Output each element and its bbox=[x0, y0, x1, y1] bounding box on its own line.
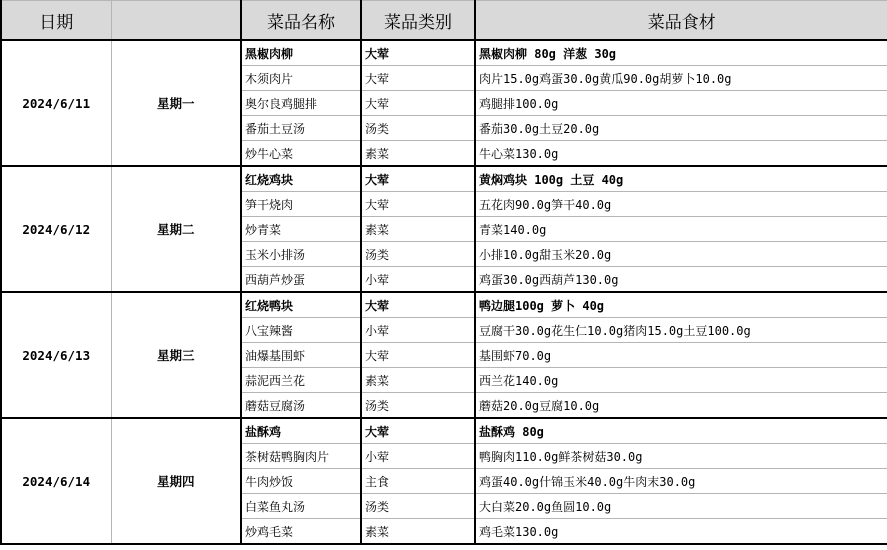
dish-ingredients-cell[interactable]: 黄焖鸡块 100g 土豆 40g bbox=[475, 166, 887, 192]
dish-ingredients-cell[interactable]: 鸡毛菜130.0g bbox=[475, 519, 887, 545]
dish-category-cell[interactable]: 素菜 bbox=[361, 141, 475, 167]
dish-ingredients-cell[interactable]: 大白菜20.0g鱼圆10.0g bbox=[475, 494, 887, 519]
header-dish-ingredients[interactable]: 菜品食材 bbox=[475, 1, 887, 41]
dish-name-cell[interactable]: 炒鸡毛菜 bbox=[241, 519, 361, 545]
dish-name-cell[interactable]: 红烧鸭块 bbox=[241, 292, 361, 318]
dish-ingredients-cell[interactable]: 鸡腿排100.0g bbox=[475, 91, 887, 116]
dish-category-cell[interactable]: 汤类 bbox=[361, 494, 475, 519]
dish-name-cell[interactable]: 白菜鱼丸汤 bbox=[241, 494, 361, 519]
dish-name-cell[interactable]: 蘑菇豆腐汤 bbox=[241, 393, 361, 419]
dish-ingredients-cell[interactable]: 鸭胸肉110.0g鲜茶树菇30.0g bbox=[475, 444, 887, 469]
dish-category-cell[interactable]: 大荤 bbox=[361, 292, 475, 318]
dish-ingredients-cell[interactable]: 黑椒肉柳 80g 洋葱 30g bbox=[475, 40, 887, 66]
dish-category-cell[interactable]: 汤类 bbox=[361, 393, 475, 419]
dish-ingredients-cell[interactable]: 西兰花140.0g bbox=[475, 368, 887, 393]
dish-ingredients-cell[interactable]: 五花肉90.0g笋干40.0g bbox=[475, 192, 887, 217]
dish-category-cell[interactable]: 素菜 bbox=[361, 519, 475, 545]
table-row bbox=[1, 40, 887, 66]
dish-name-cell[interactable]: 番茄土豆汤 bbox=[241, 116, 361, 141]
dish-ingredients-cell[interactable]: 豆腐干30.0g花生仁10.0g猪肉15.0g土豆100.0g bbox=[475, 318, 887, 343]
date-cell[interactable]: 2024/6/13 bbox=[1, 292, 111, 418]
table-row bbox=[1, 166, 887, 192]
dish-name-cell[interactable]: 西葫芦炒蛋 bbox=[241, 267, 361, 293]
dish-name-cell[interactable]: 黑椒肉柳 bbox=[241, 40, 361, 66]
weekday-cell[interactable]: 星期二 bbox=[111, 166, 241, 292]
dish-category-cell[interactable]: 素菜 bbox=[361, 368, 475, 393]
dish-category-cell[interactable]: 大荤 bbox=[361, 343, 475, 368]
dish-category-cell[interactable]: 大荤 bbox=[361, 166, 475, 192]
dish-name-cell[interactable]: 炒牛心菜 bbox=[241, 141, 361, 167]
dish-ingredients-cell[interactable]: 牛心菜130.0g bbox=[475, 141, 887, 167]
dish-ingredients-cell[interactable]: 肉片15.0g鸡蛋30.0g黄瓜90.0g胡萝卜10.0g bbox=[475, 66, 887, 91]
dish-name-cell[interactable]: 红烧鸡块 bbox=[241, 166, 361, 192]
dish-ingredients-cell[interactable]: 鸡蛋30.0g西葫芦130.0g bbox=[475, 267, 887, 293]
table-row bbox=[1, 292, 887, 318]
dish-ingredients-cell[interactable]: 蘑菇20.0g豆腐10.0g bbox=[475, 393, 887, 419]
dish-category-cell[interactable]: 大荤 bbox=[361, 91, 475, 116]
dish-name-cell[interactable]: 茶树菇鸭胸肉片 bbox=[241, 444, 361, 469]
dish-ingredients-cell[interactable]: 基围虾70.0g bbox=[475, 343, 887, 368]
dish-name-cell[interactable]: 笋干烧肉 bbox=[241, 192, 361, 217]
dish-ingredients-cell[interactable]: 鸡蛋40.0g什锦玉米40.0g牛肉末30.0g bbox=[475, 469, 887, 494]
header-weekday[interactable] bbox=[111, 1, 241, 41]
date-cell[interactable]: 2024/6/11 bbox=[1, 40, 111, 166]
weekday-cell[interactable]: 星期四 bbox=[111, 418, 241, 544]
dish-category-cell[interactable]: 大荤 bbox=[361, 66, 475, 91]
dish-category-cell[interactable]: 大荤 bbox=[361, 418, 475, 444]
dish-name-cell[interactable]: 玉米小排汤 bbox=[241, 242, 361, 267]
date-cell[interactable]: 2024/6/14 bbox=[1, 418, 111, 544]
dish-category-cell[interactable]: 大荤 bbox=[361, 192, 475, 217]
header-date[interactable]: 日期 bbox=[1, 1, 111, 41]
dish-name-cell[interactable]: 炒青菜 bbox=[241, 217, 361, 242]
dish-ingredients-cell[interactable]: 青菜140.0g bbox=[475, 217, 887, 242]
dish-name-cell[interactable]: 木须肉片 bbox=[241, 66, 361, 91]
dish-category-cell[interactable]: 大荤 bbox=[361, 40, 475, 66]
dish-ingredients-cell[interactable]: 鸭边腿100g 萝卜 40g bbox=[475, 292, 887, 318]
dish-ingredients-cell[interactable]: 小排10.0g甜玉米20.0g bbox=[475, 242, 887, 267]
dish-category-cell[interactable]: 小荤 bbox=[361, 267, 475, 293]
dish-name-cell[interactable]: 蒜泥西兰花 bbox=[241, 368, 361, 393]
dish-category-cell[interactable]: 主食 bbox=[361, 469, 475, 494]
weekday-cell[interactable]: 星期三 bbox=[111, 292, 241, 418]
table-row bbox=[1, 418, 887, 444]
dish-name-cell[interactable]: 奥尔良鸡腿排 bbox=[241, 91, 361, 116]
dish-category-cell[interactable]: 素菜 bbox=[361, 217, 475, 242]
dish-category-cell[interactable]: 汤类 bbox=[361, 242, 475, 267]
dish-name-cell[interactable]: 盐酥鸡 bbox=[241, 418, 361, 444]
dish-category-cell[interactable]: 小荤 bbox=[361, 318, 475, 343]
dish-ingredients-cell[interactable]: 盐酥鸡 80g bbox=[475, 418, 887, 444]
header-dish-name[interactable]: 菜品名称 bbox=[241, 1, 361, 41]
dish-name-cell[interactable]: 牛肉炒饭 bbox=[241, 469, 361, 494]
dish-category-cell[interactable]: 小荤 bbox=[361, 444, 475, 469]
dish-ingredients-cell[interactable]: 番茄30.0g土豆20.0g bbox=[475, 116, 887, 141]
dish-name-cell[interactable]: 油爆基围虾 bbox=[241, 343, 361, 368]
date-cell[interactable]: 2024/6/12 bbox=[1, 166, 111, 292]
dish-name-cell[interactable]: 八宝辣酱 bbox=[241, 318, 361, 343]
weekday-cell[interactable]: 星期一 bbox=[111, 40, 241, 166]
table-body bbox=[1, 40, 887, 544]
header-dish-category[interactable]: 菜品类别 bbox=[361, 1, 475, 41]
dish-category-cell[interactable]: 汤类 bbox=[361, 116, 475, 141]
header-row bbox=[1, 1, 887, 41]
